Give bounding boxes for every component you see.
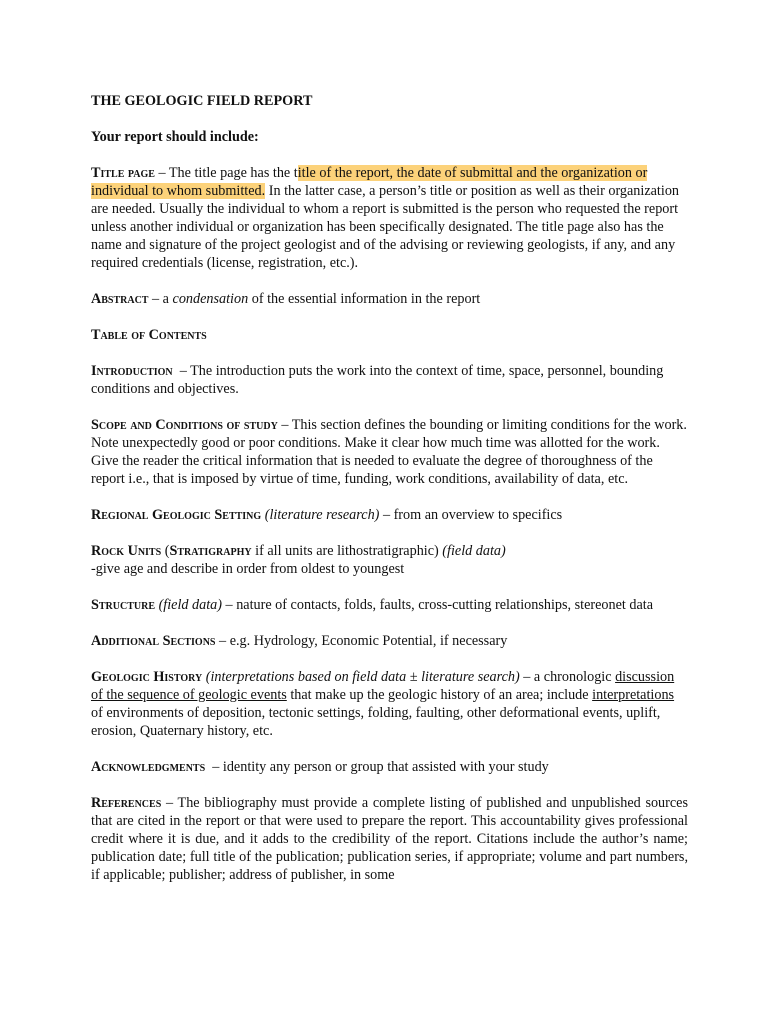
section-text: – identity any person or group that assisted with your study (205, 759, 549, 775)
section-text: – e.g. Hydrology, Economic Potential, if necessary (215, 633, 508, 649)
underlined-text: interpretations (592, 687, 675, 703)
section-text: In the latter case, a person’s title or position as well as their organization are needed. Usually the individual to whom a report is submitted is the person who requested the report unless another individual or organization has been specifically designated. The title page also has the name and signature of the project geologist and of the advising or reviewing geologists, if any, and any required credentials (license, registration, etc.). (91, 183, 680, 271)
section-heading: References (91, 795, 162, 811)
section-heading: Additional Sections (91, 633, 216, 649)
section-heading: Stratigraphy (169, 543, 252, 559)
section-text: – The bibliography must provide a complete listing of published and unpublished sources that are cited in the report or that were used to prepare the report. This accountability gives professional credit where it is due, and it adds to the credibility of the report. Citations include the author’s name; publication date; full title of the publication; publication series, if appropriate; volume and part numbers, if applicable; publisher; address of publisher, in some (91, 795, 688, 883)
section-scope (91, 416, 688, 488)
section-text: – The title page has the t (154, 165, 298, 181)
section-references (91, 794, 688, 884)
section-heading: Regional Geologic Setting (91, 507, 262, 523)
document-title: THE GEOLOGIC FIELD REPORT (91, 93, 313, 109)
highlighted-text: itle of the report, the date of submittal and the organization or individual to whom submitted. (91, 165, 648, 199)
section-text: of the essential information in the report (248, 291, 481, 307)
section-introduction (91, 362, 688, 398)
section-text: – from an overview to specifics (379, 507, 563, 523)
section-text: of environments of deposition, tectonic settings, folding, faulting, other deformational events, uplift, erosion, Quaternary history, etc. (91, 705, 661, 739)
section-text: – a chronologic (519, 669, 616, 685)
section-text: that make up the geologic history of an area; include (286, 687, 593, 703)
section-title-page (91, 164, 688, 272)
section-heading: Table of Contents (91, 327, 207, 343)
section-heading: Abstract (91, 291, 149, 307)
section-heading: Structure (91, 597, 156, 613)
section-acknowledgments (91, 758, 688, 776)
section-structure (91, 596, 688, 614)
emphasis-text: (interpretations based on field data ± literature search) (202, 669, 520, 685)
section-additional (91, 632, 688, 650)
underlined-text: discussion of the sequence of geologic events (91, 669, 675, 703)
section-text: ( (161, 543, 170, 559)
section-abstract (91, 290, 688, 308)
section-text: – a (148, 291, 173, 307)
section-heading: Geologic History (91, 669, 203, 685)
emphasis-text: condensation (172, 291, 249, 307)
emphasis-text: (literature research) (261, 507, 380, 523)
section-heading: Rock Units (91, 543, 162, 559)
section-text: if all units are lithostratigraphic) (251, 543, 439, 559)
section-text: – This section defines the bounding or limiting conditions for the work. Note unexpectedly good or poor conditions. Make it clear how much time was allotted for the work. Give the reader the critical information that is needed to evaluate the degree of thoroughness of the report i.e., that is imposed by virtue of time, funding, work conditions, availability of data, etc. (91, 417, 687, 487)
section-regional-setting (91, 506, 688, 524)
section-heading: Acknowledgments (91, 759, 206, 775)
section-table-of-contents (91, 326, 688, 344)
section-geologic-history (91, 668, 688, 740)
section-heading: Introduction (91, 363, 173, 379)
emphasis-text: (field data) (155, 597, 222, 613)
section-text: -give age and describe in order from oldest to youngest (91, 561, 405, 577)
section-heading: Title page (91, 165, 155, 181)
section-text: – nature of contacts, folds, faults, cross-cutting relationships, stereonet data (222, 597, 654, 613)
section-rock-units (91, 542, 688, 578)
emphasis-text: (field data) (438, 543, 506, 559)
section-text: – The introduction puts the work into the context of time, space, personnel, bounding conditions and objectives. (91, 363, 667, 397)
document-subtitle: Your report should include: (91, 129, 259, 145)
section-heading: Scope and Conditions of study (91, 417, 278, 433)
